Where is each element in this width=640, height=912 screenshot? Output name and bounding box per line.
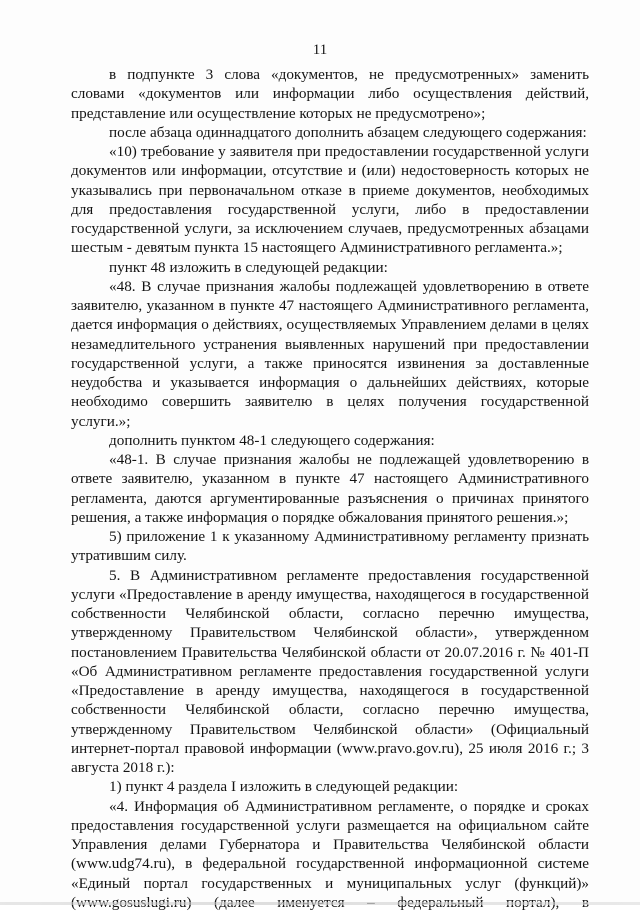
paragraph-add-point-48-1: дополнить пунктом 48-1 следующего содержания: (71, 431, 589, 450)
paragraph-add-after-eleventh: после абзаца одиннадцатого дополнить абзацем следующего содержания: (71, 123, 589, 142)
document-body (71, 65, 589, 912)
paragraph-appendix-1-void: 5) приложение 1 к указанному Административному регламенту признать утратившим силу. (71, 527, 589, 566)
paragraph-point-4-intro: 1) пункт 4 раздела I изложить в следующей редакции: (71, 777, 589, 796)
paragraph-item-10-requirement: «10) требование у заявителя при предоставлении государственной услуги документов или информации, отсутствие и (или) недостоверность которых не указывались при первоначальном отказе в приеме документов, необходимых для предоставления государственной услуги, либо в предоставлении государственной услуги, за исключением случаев, предусмотренных абзацами шестым - девятым пункта 15 настоящего Административного регламента.»; (71, 142, 589, 258)
paragraph-subpoint-3-replacement: в подпункте 3 слова «документов, не предусмотренных» заменить словами «документов или информации либо осуществления действий, представление или осуществление которых не предусмотрено»; (71, 65, 589, 123)
paragraph-section-5: 5. В Административном регламенте предоставления государственной услуги «Предоставление в аренду имущества, находящегося в государственной собственности Челябинской области, согласно перечню имущества, утвержденному Правительством Челябинской области», утвержденном постановлением Правительства Челябинской области от 20.07.2016 г. № 401-П «Об Административном регламенте предоставления государственной услуги «Предоставление в аренду имущества, находящегося в государственной собственности Челябинской области, согласно перечню имущества, утвержденному Правительством Челябинской области» (Официальный интернет-портал правовой информации (www.pravo.gov.ru), 25 июля 2016 г.; 3 августа 2018 г.): (71, 566, 589, 778)
paragraph-point-4-text: «4. Информация об Административном регламенте, о порядке и сроках предоставления государственной услуги размещается на официальном сайте Управления делами Губернатора и Правительства Челябинской области (www.udg74.ru), в федеральной государственной информационной системе «Единый портал государственных и муниципальных услуг (функций)» (71, 797, 589, 912)
paragraph-point-48-intro: пункт 48 изложить в следующей редакции: (71, 258, 589, 277)
paragraph-point-48-1-text: «48-1. В случае признания жалобы не подлежащей удовлетворению в ответе заявителю, указанном в пункте 47 настоящего Административного регламента, даются аргументированные разъяснения о причинах принятого решения, а также информация о порядке обжалования принятого решения.»; (71, 450, 589, 527)
page-number: 11 (0, 41, 640, 59)
paragraph-point-48-text: «48. В случае признания жалобы подлежащей удовлетворению в ответе заявителю, указанном в пункте 47 настоящего Административного регламента, дается информация о действиях, осуществляемых Управлением делами в целях незамедлительного устранения выявленных нарушений при предоставлении государственной услуги, а также приносятся извинения за доставленные неудобства и указывается информация о дальнейших действиях, которые необходимо совершить заявителю в целях получения государственной услуги.»; (71, 277, 589, 431)
